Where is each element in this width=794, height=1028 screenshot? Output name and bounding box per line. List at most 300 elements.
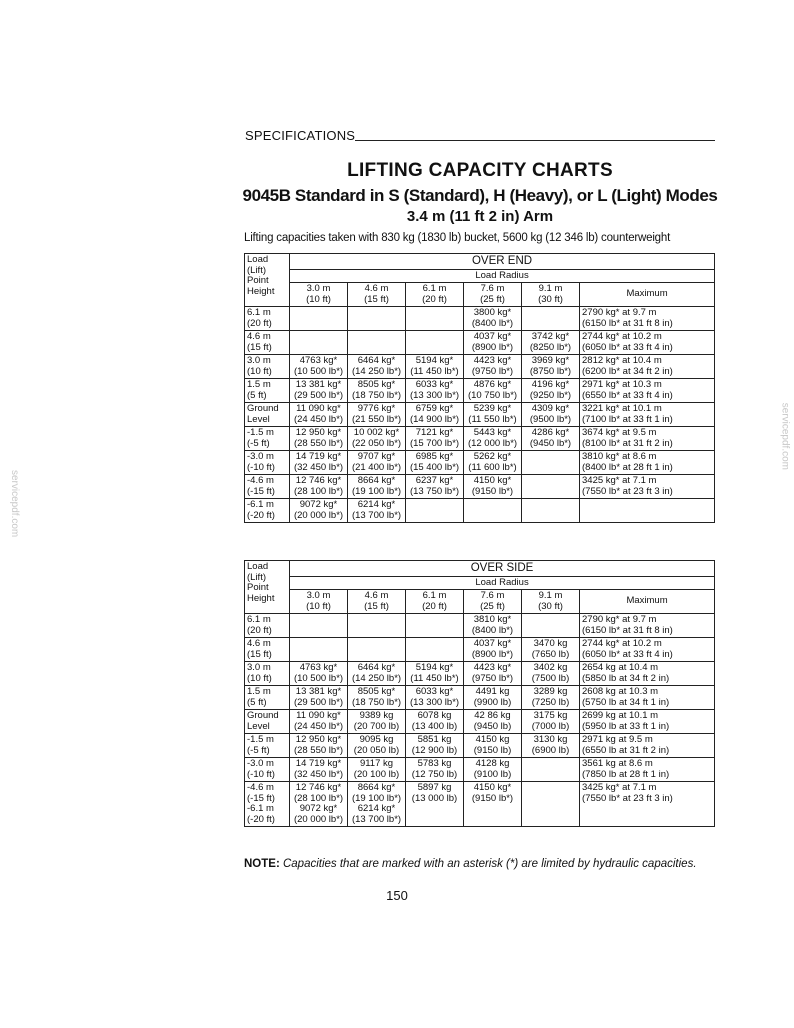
capacity-cell	[406, 710, 464, 734]
caption: Lifting capacities taken with 830 kg (1830 lb) bucket, 5600 kg (12 346 lb) counterweight	[244, 232, 671, 244]
capacity-cell	[290, 307, 348, 331]
note-label: NOTE:	[244, 858, 280, 870]
table-row	[245, 403, 715, 427]
band-header: OVER SIDE	[290, 561, 715, 577]
maximum-cell	[580, 451, 715, 475]
cell-line: 3810 kg*	[473, 614, 512, 625]
capacity-cell	[290, 451, 348, 475]
cell-line: (9150 lb)	[473, 744, 512, 756]
cell-line: (20 ft)	[422, 600, 447, 612]
capacity-cell	[464, 355, 522, 379]
cell-line: -1.5 m	[247, 734, 274, 745]
capacity-cell	[522, 782, 580, 827]
maximum-cell	[580, 614, 715, 638]
cell-line: 7.6 m	[480, 283, 505, 294]
capacity-cell	[348, 475, 406, 499]
cell-line: (30 ft)	[538, 600, 563, 612]
maximum-cell	[580, 734, 715, 758]
cell-line: (-10 ft)	[247, 461, 275, 473]
cell-line: 5783 kg	[417, 758, 452, 769]
cell-line: Height	[247, 592, 275, 604]
cell-line: (9450 lb)	[473, 720, 512, 732]
cell-line: (5 ft)	[247, 696, 267, 708]
cell-line: (28 550 lb*)	[293, 744, 344, 756]
cell-line: 6214 kg*	[357, 499, 396, 510]
cell-line: 3175 kg	[533, 710, 568, 721]
radius-column-header	[290, 590, 348, 614]
capacity-cell	[522, 403, 580, 427]
lift-height-cell	[245, 782, 290, 827]
cell-line: 4.6 m	[247, 638, 271, 649]
cell-line: (24 450 lb*)	[293, 413, 344, 425]
cell-line: Level	[247, 413, 270, 425]
load-radius-header: Load Radius	[290, 269, 715, 283]
cell-line: 4128 kg	[475, 758, 510, 769]
cell-line: 9117 kg	[359, 758, 394, 769]
capacity-cell	[406, 499, 464, 523]
cell-line: (7650 lb)	[531, 648, 570, 660]
cell-line: 2744 kg* at 10.2 m	[582, 331, 662, 342]
cell-line: 3969 kg*	[531, 355, 570, 366]
cell-line: 4763 kg*	[299, 355, 338, 366]
capacity-cell	[522, 734, 580, 758]
cell-line: 4150 kg	[475, 734, 510, 745]
cell-line: (10 750 lb*)	[467, 389, 518, 401]
capacity-cell	[290, 475, 348, 499]
cell-line: 12 746 kg*	[295, 782, 342, 793]
cell-line: Load	[247, 561, 269, 572]
cell-line: 5194 kg*	[415, 662, 454, 673]
capacity-cell	[290, 734, 348, 758]
capacity-cell	[348, 403, 406, 427]
section-header-text: SPECIFICATIONS	[245, 128, 356, 143]
cell-line: 4423 kg*	[473, 355, 512, 366]
cell-line: 13 381 kg*	[295, 379, 342, 390]
radius-column-header	[406, 590, 464, 614]
capacity-cell	[348, 734, 406, 758]
capacity-cell	[464, 307, 522, 331]
cell-line: 4423 kg*	[473, 662, 512, 673]
cell-line: -1.5 m	[247, 427, 274, 438]
lift-height-cell	[245, 614, 290, 638]
cell-line: (20 050 lb)	[353, 744, 400, 756]
cell-line: 2812 kg* at 10.4 m	[582, 355, 662, 366]
cell-line: -6.1 m	[247, 499, 274, 510]
cell-line: (8100 lb* at 31 ft 2 in)	[582, 437, 673, 449]
capacity-cell	[348, 662, 406, 686]
cell-line: 9.1 m	[538, 283, 563, 294]
cell-line: (25 ft)	[480, 293, 505, 305]
cell-line: 4150 kg*	[473, 475, 512, 486]
capacity-cell	[348, 758, 406, 782]
chart-subtitle: 9045B Standard in S (Standard), H (Heavy), or L (Light) Modes	[242, 186, 718, 205]
cell-line: 3402 kg	[533, 662, 568, 673]
cell-line: (13 000 lb)	[411, 792, 458, 804]
cell-line: (-10 ft)	[247, 768, 275, 780]
cell-line: (Lift)	[247, 264, 266, 276]
cell-line: (19 100 lb*)	[351, 485, 402, 497]
cell-line: 14 719 kg*	[295, 451, 342, 462]
capacity-cell	[406, 782, 464, 827]
cell-line: (14 250 lb*)	[351, 365, 402, 377]
lift-height-cell	[245, 475, 290, 499]
cell-line: 8505 kg*	[357, 379, 396, 390]
cell-line: 5851 kg	[417, 734, 452, 745]
cell-line: 3.0 m	[247, 662, 271, 673]
cell-line: 5194 kg*	[415, 355, 454, 366]
cell-line: 4763 kg*	[299, 662, 338, 673]
capacity-cell	[406, 758, 464, 782]
cell-line: 3470 kg	[533, 638, 568, 649]
capacity-cell	[464, 475, 522, 499]
table-row	[245, 355, 715, 379]
cell-line: 3130 kg	[533, 734, 568, 745]
cell-line: (8250 lb*)	[529, 341, 572, 353]
maximum-cell	[580, 427, 715, 451]
cell-line: (12 000 lb*)	[467, 437, 518, 449]
cell-line: (-5 ft)	[247, 744, 270, 756]
cell-line: (13 700 lb*)	[351, 509, 402, 521]
cell-line: 3742 kg*	[531, 331, 570, 342]
cell-line: 8664 kg*	[357, 475, 396, 486]
cell-line: 6.1 m	[422, 283, 447, 294]
cell-line: 12 746 kg*	[295, 475, 342, 486]
capacity-cell	[290, 403, 348, 427]
table-row	[245, 686, 715, 710]
cell-line: 4037 kg*	[473, 331, 512, 342]
cell-line: 4037 kg*	[473, 638, 512, 649]
lift-height-cell	[245, 307, 290, 331]
cell-line: 9776 kg*	[357, 403, 396, 414]
cell-line: 4.6 m	[364, 283, 389, 294]
cell-line: (6550 lb* at 33 ft 4 in)	[582, 389, 673, 401]
cell-line: (9250 lb*)	[529, 389, 572, 401]
cell-line: (29 500 lb*)	[293, 389, 344, 401]
chart-title: LIFTING CAPACITY CHARTS	[347, 160, 613, 181]
capacity-cell	[406, 331, 464, 355]
capacity-cell	[290, 782, 348, 827]
capacity-cell	[522, 710, 580, 734]
cell-line: 3674 kg* at 9.5 m	[582, 427, 657, 438]
table-row	[245, 307, 715, 331]
cell-line: 6033 kg*	[415, 379, 454, 390]
cell-line: (10 500 lb*)	[293, 365, 344, 377]
capacity-cell	[522, 355, 580, 379]
cell-line: 2971 kg at 9.5 m	[582, 734, 653, 745]
radius-column-header	[290, 283, 348, 307]
capacity-cell	[406, 427, 464, 451]
cell-line: (-5 ft)	[247, 437, 270, 449]
cell-line: (20 000 lb*)	[293, 813, 344, 825]
lift-height-cell	[245, 379, 290, 403]
page-number: 150	[386, 888, 408, 903]
capacity-cell	[522, 451, 580, 475]
cell-line: 3425 kg* at 7.1 m	[582, 475, 657, 486]
cell-line: (29 500 lb*)	[293, 696, 344, 708]
cell-line: 3.0 m	[247, 355, 271, 366]
maximum-cell	[580, 331, 715, 355]
capacity-cell	[464, 451, 522, 475]
cell-line: (9500 lb*)	[529, 413, 572, 425]
cell-line: (13 400 lb)	[411, 720, 458, 732]
cell-line: (21 400 lb*)	[351, 461, 402, 473]
over-end-table	[244, 253, 715, 523]
cell-line: (11 450 lb*)	[410, 672, 459, 684]
capacity-cell	[290, 662, 348, 686]
capacity-cell	[464, 427, 522, 451]
capacity-cell	[406, 686, 464, 710]
cell-line: (21 550 lb*)	[351, 413, 402, 425]
table-row	[245, 758, 715, 782]
cell-line: 3.0 m	[306, 283, 331, 294]
cell-line: (-20 ft)	[247, 813, 275, 825]
cell-line: (8750 lb*)	[529, 365, 572, 377]
radius-column-header	[348, 590, 406, 614]
capacity-cell	[406, 355, 464, 379]
cell-line: (-15 ft)	[247, 792, 275, 804]
capacity-cell	[464, 782, 522, 827]
capacity-cell	[464, 662, 522, 686]
capacity-cell	[290, 331, 348, 355]
cell-line: 3425 kg* at 7.1 m	[582, 782, 657, 793]
cell-line: 4309 kg*	[531, 403, 570, 414]
table-row	[245, 331, 715, 355]
cell-line: (22 050 lb*)	[351, 437, 402, 449]
lift-height-cell	[245, 499, 290, 523]
over-side-table	[244, 560, 715, 827]
cell-line: 4.6 m	[364, 590, 389, 601]
cell-line: (8400 lb* at 28 ft 1 in)	[582, 461, 673, 473]
cell-line: (6150 lb* at 31 ft 8 in)	[582, 624, 673, 636]
cell-line: 6.1 m	[247, 307, 271, 318]
cell-line: 6237 kg*	[415, 475, 454, 486]
lift-height-cell	[245, 331, 290, 355]
watermark-right: servicepdf.com	[779, 402, 790, 470]
cell-line: Height	[247, 285, 275, 297]
capacity-cell	[522, 758, 580, 782]
table-row	[245, 734, 715, 758]
capacity-cell	[348, 451, 406, 475]
cell-line: (11 450 lb*)	[410, 365, 459, 377]
cell-line: (8900 lb*)	[471, 341, 514, 353]
cell-line: (7850 lb at 28 ft 1 in)	[582, 768, 670, 780]
cell-line: (9100 lb)	[473, 768, 512, 780]
cell-line: 3.0 m	[306, 590, 331, 601]
cell-line: 1.5 m	[247, 686, 271, 697]
cell-line: 9072 kg*	[299, 803, 338, 814]
cell-line: (20 ft)	[247, 624, 272, 636]
cell-line: 3561 kg at 8.6 m	[582, 758, 653, 769]
cell-line: (28 550 lb*)	[293, 437, 344, 449]
maximum-cell	[580, 758, 715, 782]
cell-line: (15 700 lb*)	[409, 437, 460, 449]
cell-line: -6.1 m	[247, 803, 274, 814]
cell-line: 6985 kg*	[415, 451, 454, 462]
capacity-cell	[406, 662, 464, 686]
cell-line: (32 450 lb*)	[293, 461, 344, 473]
cell-line: 4491 kg	[475, 686, 510, 697]
cell-line: (10 ft)	[247, 365, 272, 377]
cell-line: (Lift)	[247, 571, 266, 583]
cell-line: (15 ft)	[364, 600, 389, 612]
cell-line: (20 ft)	[247, 317, 272, 329]
capacity-cell	[522, 307, 580, 331]
capacity-cell	[290, 355, 348, 379]
cell-line: -3.0 m	[247, 758, 274, 769]
cell-line: (11 550 lb*)	[468, 413, 517, 425]
cell-line: (-15 ft)	[247, 485, 275, 497]
capacity-cell	[464, 331, 522, 355]
maximum-column-header: Maximum	[580, 283, 715, 307]
cell-line: 1.5 m	[247, 379, 271, 390]
cell-line: (13 750 lb*)	[409, 485, 460, 497]
note-text: Capacities that are marked with an asterisk (*) are limited by hydraulic capacities.	[279, 858, 697, 870]
cell-line: 2790 kg* at 9.7 m	[582, 614, 657, 625]
capacity-cell	[464, 403, 522, 427]
cell-line: (6050 lb* at 33 ft 4 in)	[582, 648, 673, 660]
capacity-cell	[406, 451, 464, 475]
radius-column-header	[348, 283, 406, 307]
cell-line: (19 100 lb*)	[351, 792, 402, 804]
capacity-cell	[522, 499, 580, 523]
capacity-cell	[464, 499, 522, 523]
cell-line: (28 100 lb*)	[293, 485, 344, 497]
cell-line: 3800 kg*	[473, 307, 512, 318]
maximum-column-header: Maximum	[580, 590, 715, 614]
load-height-header	[245, 254, 290, 307]
capacity-cell	[348, 355, 406, 379]
cell-line: 2608 kg at 10.3 m	[582, 686, 659, 697]
lift-height-cell	[245, 355, 290, 379]
lift-height-cell	[245, 710, 290, 734]
cell-line: (7550 lb* at 23 ft 3 in)	[582, 485, 673, 497]
cell-line: 8505 kg*	[357, 686, 396, 697]
cell-line: (9750 lb*)	[471, 365, 514, 377]
capacity-cell	[522, 379, 580, 403]
cell-line: 9.1 m	[538, 590, 563, 601]
capacity-cell	[290, 638, 348, 662]
capacity-cell	[522, 614, 580, 638]
capacity-cell	[464, 734, 522, 758]
table-row	[245, 475, 715, 499]
capacity-cell	[522, 427, 580, 451]
cell-line: (18 750 lb*)	[351, 696, 402, 708]
capacity-cell	[406, 734, 464, 758]
capacity-cell	[464, 614, 522, 638]
cell-line: (6550 lb at 31 ft 2 in)	[582, 744, 670, 756]
cell-line: (32 450 lb*)	[293, 768, 344, 780]
cell-line: 9389 kg	[359, 710, 394, 721]
table-row	[245, 379, 715, 403]
cell-line: -4.6 m	[247, 475, 274, 486]
radius-column-header	[522, 283, 580, 307]
capacity-cell	[348, 379, 406, 403]
cell-line: 6464 kg*	[357, 355, 396, 366]
cell-line: (13 300 lb*)	[409, 696, 460, 708]
cell-line: Ground	[247, 710, 279, 721]
maximum-cell	[580, 662, 715, 686]
maximum-cell	[580, 355, 715, 379]
cell-line: (24 450 lb*)	[293, 720, 344, 732]
cell-line: (30 ft)	[538, 293, 563, 305]
capacity-cell	[348, 427, 406, 451]
radius-column-header	[464, 283, 522, 307]
cell-line: (8900 lb*)	[471, 648, 514, 660]
capacity-cell	[406, 475, 464, 499]
cell-line: Point	[247, 582, 269, 593]
cell-line: (13 700 lb*)	[351, 813, 402, 825]
cell-line: Level	[247, 720, 270, 732]
maximum-cell	[580, 403, 715, 427]
cell-line: (6900 lb)	[531, 744, 570, 756]
load-radius-header: Load Radius	[290, 576, 715, 590]
cell-line: (25 ft)	[480, 600, 505, 612]
table-row	[245, 662, 715, 686]
section-header	[245, 128, 715, 143]
cell-line: 14 719 kg*	[295, 758, 342, 769]
capacity-cell	[290, 427, 348, 451]
cell-line: 6078 kg	[417, 710, 452, 721]
cell-line: 13 381 kg*	[295, 686, 342, 697]
capacity-cell	[348, 686, 406, 710]
cell-line: 5239 kg*	[473, 403, 512, 414]
capacity-cell	[464, 379, 522, 403]
cell-line: -4.6 m	[247, 782, 274, 793]
cell-line: (15 ft)	[247, 341, 272, 353]
cell-line: 6033 kg*	[415, 686, 454, 697]
capacity-cell	[348, 331, 406, 355]
cell-line: (9900 lb)	[473, 696, 512, 708]
cell-line: 7121 kg*	[415, 427, 454, 438]
cell-line: 11 090 kg*	[296, 403, 341, 414]
header-rule	[355, 140, 715, 141]
capacity-cell	[290, 758, 348, 782]
cell-line: 5443 kg*	[473, 427, 512, 438]
cell-line: 2744 kg* at 10.2 m	[582, 638, 662, 649]
cell-line: (7100 lb* at 33 ft 1 in)	[582, 413, 673, 425]
cell-line: 2971 kg* at 10.3 m	[582, 379, 662, 390]
lift-height-cell	[245, 427, 290, 451]
capacity-cell	[464, 758, 522, 782]
capacity-cell	[464, 686, 522, 710]
band-header: OVER END	[290, 254, 715, 270]
cell-line: (10 ft)	[247, 672, 272, 684]
cell-line: (5750 lb at 34 ft 1 in)	[582, 696, 670, 708]
arm-title: 3.4 m (11 ft 2 in) Arm	[406, 208, 554, 225]
maximum-cell	[580, 782, 715, 827]
cell-line: 5262 kg*	[473, 451, 512, 462]
capacity-cell	[406, 379, 464, 403]
cell-line: 9072 kg*	[299, 499, 338, 510]
load-height-header	[245, 561, 290, 614]
cell-line: 3221 kg* at 10.1 m	[582, 403, 662, 414]
cell-line: (5850 lb at 34 ft 2 in)	[582, 672, 670, 684]
table-row	[245, 638, 715, 662]
lift-height-cell	[245, 403, 290, 427]
capacity-cell	[522, 686, 580, 710]
cell-line: (6150 lb* at 31 ft 8 in)	[582, 317, 673, 329]
cell-line: 4.6 m	[247, 331, 271, 342]
cell-line: 2654 kg at 10.4 m	[582, 662, 659, 673]
capacity-cell	[522, 638, 580, 662]
cell-line: 6759 kg*	[415, 403, 454, 414]
maximum-cell	[580, 307, 715, 331]
cell-line: (10 ft)	[306, 293, 331, 305]
cell-line: (-20 ft)	[247, 509, 275, 521]
cell-line: (6050 lb* at 33 ft 4 in)	[582, 341, 673, 353]
cell-line: 12 950 kg*	[295, 734, 342, 745]
table-row	[245, 499, 715, 523]
